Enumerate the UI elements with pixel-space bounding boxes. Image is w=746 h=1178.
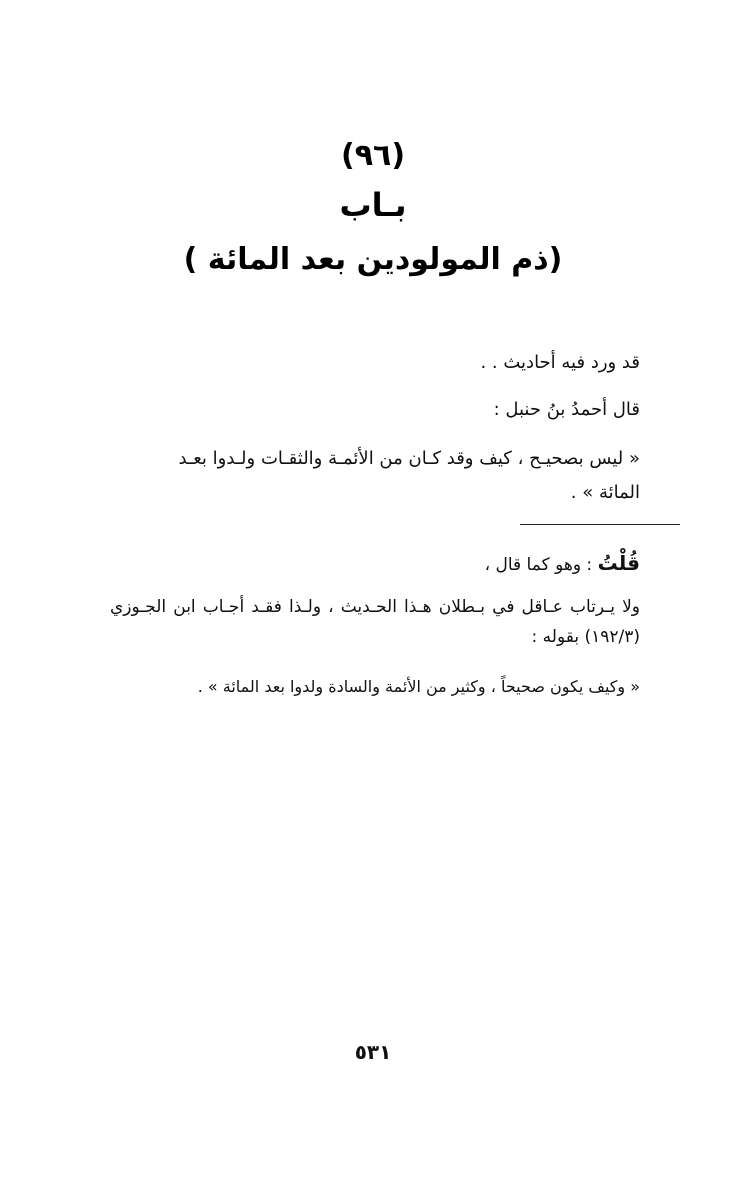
commentary-line xyxy=(110,548,640,580)
chapter-title: (ذم المولودين بعد المائة ) xyxy=(183,242,563,277)
commentary-label: قُلْتُ xyxy=(597,551,640,575)
chapter-label: بـاب xyxy=(339,186,407,224)
intro-line: قد ورد فيه أحاديث . . xyxy=(480,352,640,373)
quote-line-end: المائة » . xyxy=(570,482,640,503)
page-number: ٥٣١ xyxy=(354,1040,392,1064)
closing-quote: « وكيف يكون صحيحاً ، وكثير من الأئمة والسادة ولدوا بعد المائة » . xyxy=(197,677,640,696)
attribution-line: قال أحمدُ بنُ حنبل : xyxy=(493,399,640,420)
quote-line: « ليس بصحيـح ، كيف وقد كـان من الأئمـة والثقـات ولـدوا بعـد xyxy=(178,448,640,469)
separator-rule xyxy=(520,524,680,525)
commentary-text: : وهو كما قال ، xyxy=(484,555,593,575)
commentary-paragraph: ولا يـرتاب عـاقل في بـطلان هـذا الحـديث ، ولـذا فقـد أجـاب ابن الجـوزي (١٩٢/٣) بقوله : xyxy=(110,597,640,647)
chapter-number: (٩٦) xyxy=(340,138,406,173)
